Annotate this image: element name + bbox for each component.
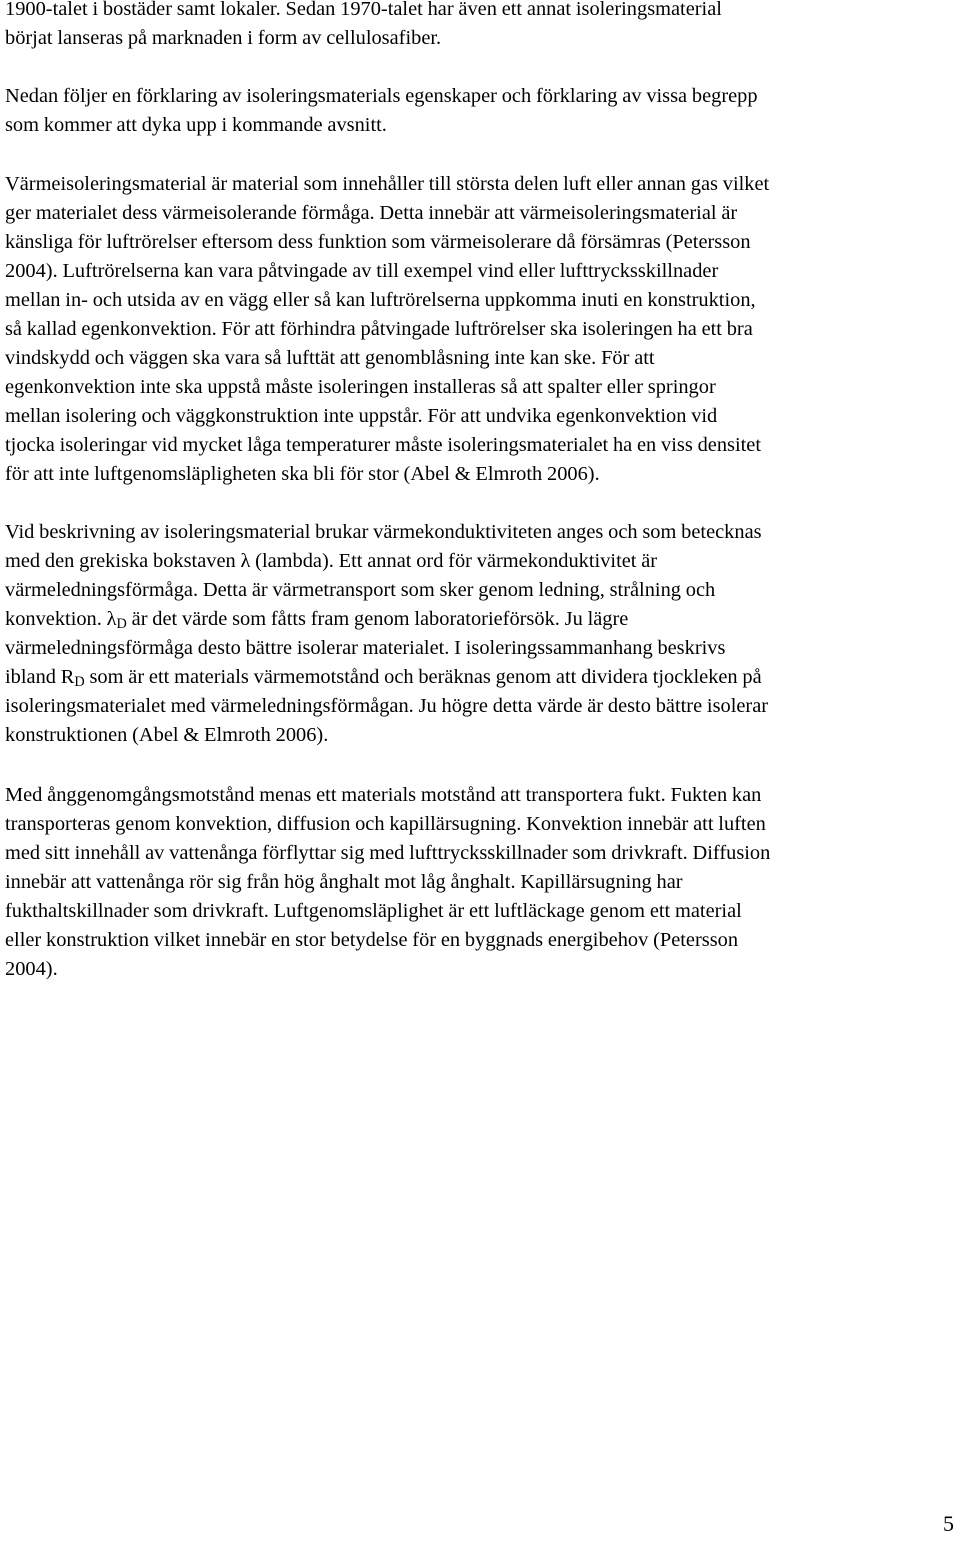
text-line: för att inte luftgenomsläpligheten ska bli för stor (Abel & Elmroth 2006). [5,463,600,485]
subscript-d: D [116,616,127,632]
text-line: egenkonvektion inte ska uppstå måste isoleringen installeras så att spalter eller springor [5,376,716,398]
text-line: 1900-talet i bostäder samt lokaler. Sedan 1970-talet har även ett annat isoleringsmaterial [5,0,722,20]
text-line: konstruktionen (Abel & Elmroth 2006). [5,724,329,746]
text-fragment: konvektion. λ [5,608,117,630]
text-line [5,605,768,634]
paragraph-intro [5,82,758,140]
text-line: Vid beskrivning av isoleringsmaterial brukar värmekonduktiviteten anges och som betecknas [5,521,762,543]
text-line: känsliga för luftrörelser eftersom dess funktion som värmeisolerare då försämras (Petersson [5,231,751,253]
text-line: som kommer att dyka upp i kommande avsnitt. [5,114,387,136]
text-fragment: som är ett materials värmemotstånd och beräknas genom att dividera tjockleken på [84,666,762,688]
text-line: eller konstruktion vilket innebär en stor betydelse för en byggnads energibehov (Petersson [5,929,739,951]
text-line: Värmeisoleringsmaterial är material som innehåller till största delen luft eller annan gas vilket [5,173,770,195]
text-line: innebär att vattenånga rör sig från hög ånghalt mot låg ånghalt. Kapillärsugning har [5,871,683,893]
text-line: börjat lanseras på marknaden i form av cellulosafiber. [5,27,442,49]
paragraph-insulation-history [5,0,722,53]
text-line: ger materialet dess värmeisolerande förmåga. Detta innebär att värmeisoleringsmaterial är [5,202,738,224]
text-line: värmeledningsförmåga. Detta är värmetransport som sker genom ledning, strålning och [5,579,716,601]
text-line: transporteras genom konvektion, diffusion och kapillärsugning. Konvektion innebär att luften [5,813,766,835]
text-line: 2004). Luftrörelserna kan vara påtvingade av till exempel vind eller lufttrycksskillnader [5,260,719,282]
paragraph-thermal-conductivity [5,518,768,750]
text-line: så kallad egenkonvektion. För att förhindra påtvingade luftrörelser ska isoleringen ha ett bra [5,318,753,340]
text-line: vindskydd och väggen ska vara så lufttät att genomblåsning inte kan ske. För att [5,347,655,369]
text-line: med den grekiska bokstaven λ (lambda). Ett annat ord för värmekonduktivitet är [5,550,658,572]
text-line: Med ånggenomgångsmotstånd menas ett materials motstånd att transportera fukt. Fukten kan [5,784,762,806]
paragraph-vapour-resistance [5,781,770,984]
text-line: Nedan följer en förklaring av isoleringsmaterials egenskaper och förklaring av vissa begrepp [5,85,758,107]
text-fragment: är det värde som fåtts fram genom laboratorieförsök. Ju lägre [126,608,629,630]
paragraph-thermal-insulation [5,170,769,489]
text-line [5,663,768,692]
text-line: värmeledningsförmåga desto bättre isolerar materialet. I isoleringssammanhang beskrivs [5,637,726,659]
text-line: med sitt innehåll av vattenånga förflyttar sig med lufttrycksskillnader som drivkraft. Diffusion [5,842,771,864]
text-line: mellan in- och utsida av en vägg eller så kan luftrörelserna uppkomma inuti en konstruktion, [5,289,756,311]
text-fragment: ibland R [5,666,75,688]
text-line: isoleringsmaterialet med värmeledningsförmågan. Ju högre detta värde är desto bättre isolerar [5,695,769,717]
text-line: tjocka isoleringar vid mycket låga temperaturer måste isoleringsmaterialet ha en viss densitet [5,434,761,456]
page-number: 5 [943,1511,954,1536]
text-line: fukthaltskillnader som drivkraft. Luftgenomsläplighet är ett luftläckage genom ett material [5,900,742,922]
text-line: mellan isolering och väggkonstruktion inte uppstår. För att undvika egenkonvektion vid [5,405,718,427]
text-line: 2004). [5,958,58,980]
subscript-d: D [74,674,85,690]
